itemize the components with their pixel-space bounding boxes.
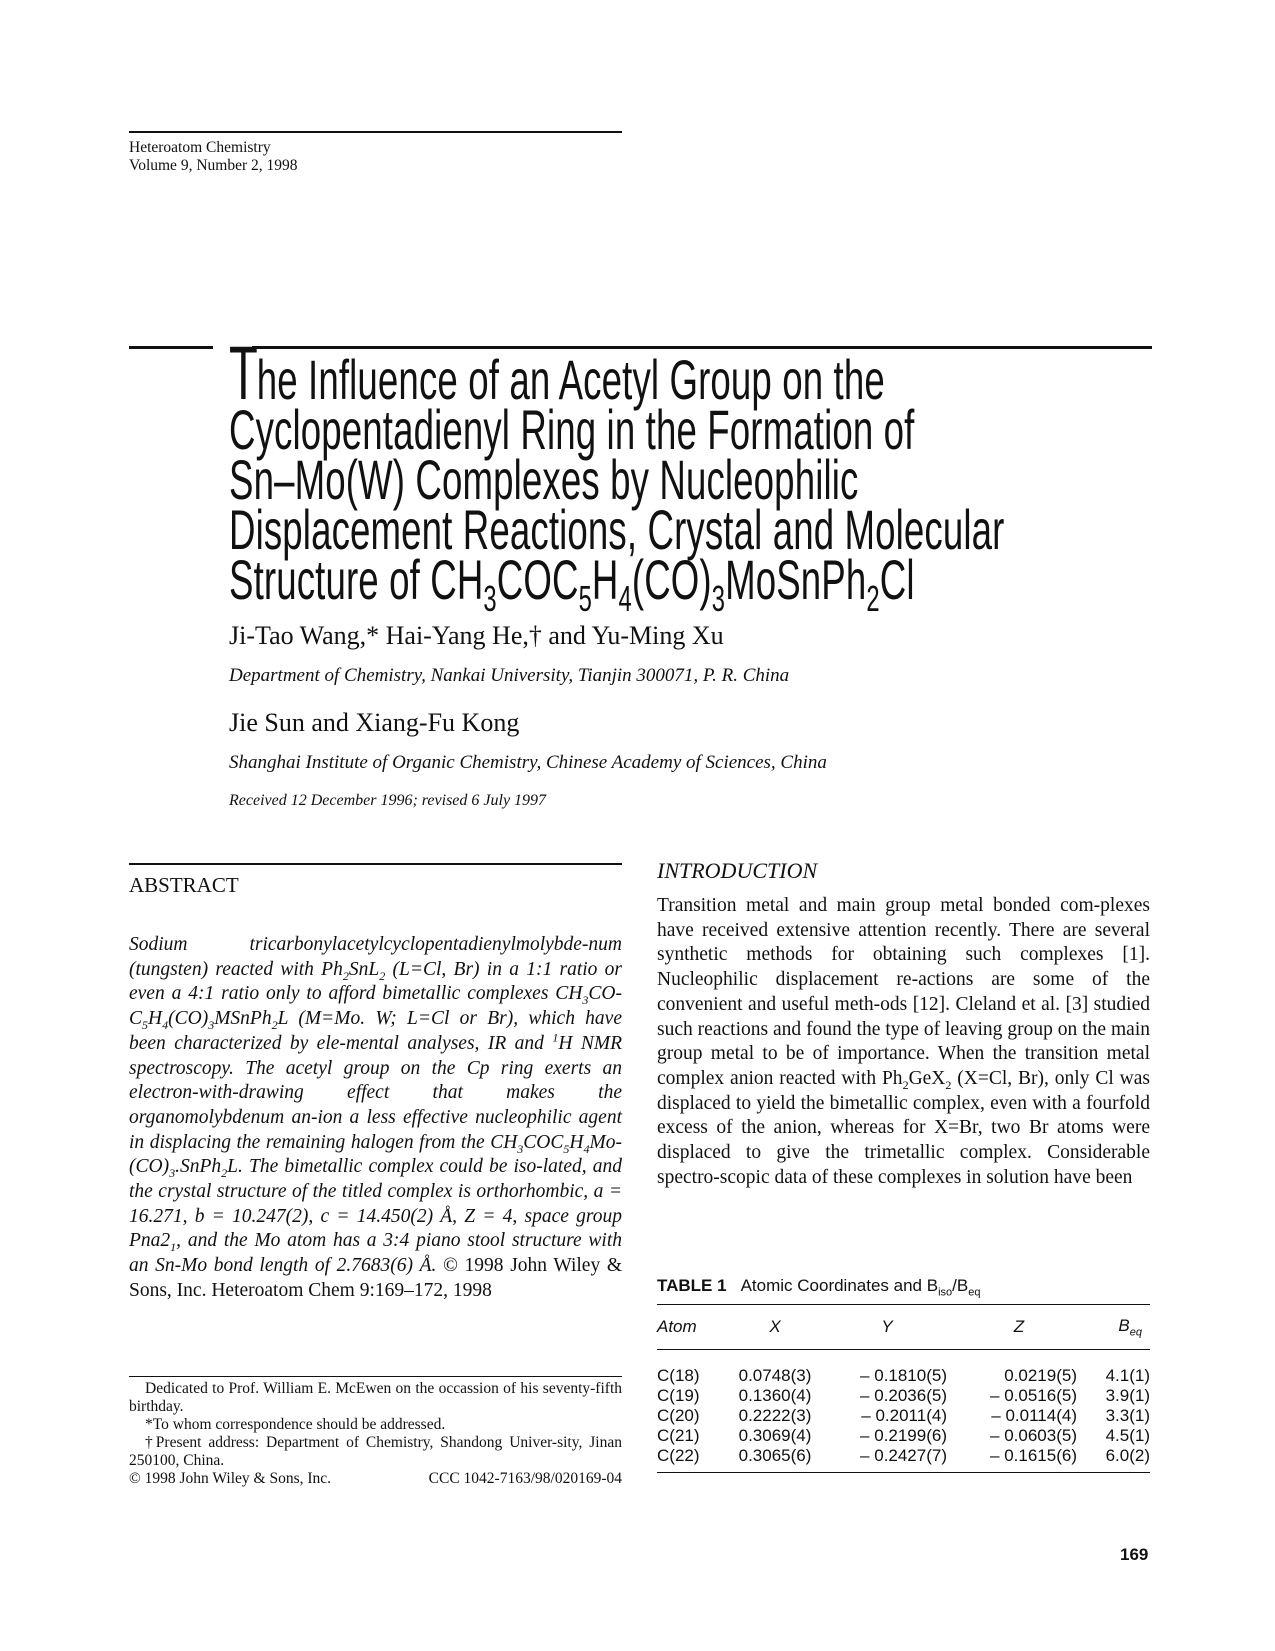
title-rule-left [129,346,213,349]
table-row [657,1446,1150,1466]
table-cell-b: 3.9(1) [1105,1386,1150,1405]
table-cell-y: – 0.2199(6) [860,1426,947,1445]
introduction-heading: INTRODUCTION [657,858,818,883]
title-line: Sn–Mo(W) Complexes by Nucleophilic [229,449,859,511]
abstract-rule [129,863,622,865]
table-cell-atom: C(19) [657,1386,700,1405]
table-cell-z: – 0.0114(4) [991,1406,1077,1425]
journal-header [129,131,622,175]
footnote-correspondence: *To whom correspondence should be addressed. [145,1416,446,1433]
table-cell-x: 0.3065(6) [738,1446,812,1465]
table-row [657,1406,1150,1426]
table-cell-atom: C(20) [657,1406,700,1425]
table-cell-y: – 0.2011(4) [861,1406,947,1425]
footnote-present-address: †Present address: Department of Chemistry, Shandong Univer-sity, Jinan 250100, China. [129,1434,622,1469]
table-cell-b: 3.3(1) [1105,1406,1150,1425]
title-line: Cyclopentadienyl Ring in the Formation of [229,399,915,461]
table-row [657,1386,1150,1406]
abstract-text: Sodium tricarbonylacetylcyclopentadienylmolybde-num (tungsten) reacted with $Ph_2SnL_2$ (L=Cl, Br) in a 1:1 ratio or even a 4:1 ratio only to afford bimetallic complexes $CH_3CO-C_5H_4(CO)_3MSnPh_2L$ (M=Mo. W; L=Cl or Br), which have been characterized by ele-mental analyses, IR and $^1$H NMR spectroscopy. The acetyl group on the Cp ring exerts an electron-with-drawing effect that makes the organomolybdenum an-ion a less effective nucleophilic agent in displacing the remaining halogen from the $CH_3COC_5H_4Mo-(CO)_3.SnPh_2L$. The bimetallic complex could be iso-lated, and the crystal structure of the titled complex is orthorhombic, a = 16.271, b = 10.247(2), c = 14.450(2) Å, Z = 4, space group $Pna2_1$, and the Mo atom has a 3:4 piano stool structure with an Sn-Mo bond length of 2.7683(6) Å. © 1998 John Wiley & Sons, Inc. Heteroatom Chem 9:169–172, 1998 [129,934,623,1301]
table-cell-atom: C(21) [657,1426,700,1445]
title-drop-cap: T [229,331,258,416]
footnotes [129,1380,622,1488]
column-header-atom: Atom [657,1317,697,1336]
column-header-z: Z [1013,1317,1025,1336]
table-cell-b: 4.1(1) [1105,1366,1150,1385]
table-bottom-rule [657,1472,1150,1473]
column-header-x: X [769,1317,781,1336]
table-cell-y: – 0.1810(5) [860,1366,947,1385]
footnote-rule [129,1376,622,1377]
title-line: he Influence of an Acetyl Group on the [256,349,885,411]
introduction-text: Transition metal and main group metal bonded com-plexes have received extensive attention recently. There are several synthetic methods for obtaining such complexes [1]. Nucleophilic displacement re-actions are some of the convenient and useful meth-ods [12]. Cleland et al. [3] studied such reactions and found the type of leaving group on the main group metal to be of importance. When the transition metal complex anion reacted with $Ph_2GeX_2$ (X=Cl, Br), only Cl was displaced to yield the bimetallic complex, even with a fourfold excess of the anion, whereas for X=Br, two Br atoms were displaced to give the trimetallic complex. Considerable spectro-scopic data of these complexes in solution have been [657,895,1150,1188]
table-cell-z: – 0.1615(6) [990,1446,1077,1465]
table-cell-z: – 0.0603(5) [990,1426,1077,1445]
table-cell-atom: C(22) [657,1446,700,1465]
affiliation-1: Department of Chemistry, Nankai University, Tianjin 300071, P. R. China [229,665,790,686]
table-body [657,1350,1150,1472]
ccc-code: CCC 1042-7163/98/020169-04 [428,1470,622,1487]
abstract-heading: ABSTRACT [129,873,239,897]
page-number: 169 [1120,1545,1149,1564]
table-caption: TABLE 1 Atomic Coordinates and $B_{iso}/B_{eq}$ [657,1276,981,1299]
title-line-formula: Structure of $CH_3COC_5H_4(CO)_3MoSnPh_2Cl$ [229,549,915,619]
table-atomic-coordinates [657,1276,1150,1473]
table-cell-b: 6.0(2) [1105,1446,1150,1465]
table-cell-atom: C(18) [657,1366,700,1385]
table-cell-z: – 0.0516(5) [990,1386,1077,1405]
copyright-notice: © 1998 John Wiley & Sons, Inc. [129,1470,332,1487]
column-header-b: $B_{eq}$ [1118,1315,1142,1339]
author-group-2: Jie Sun and Xiang-Fu Kong [229,708,520,737]
table-cell-x: 0.0748(3) [738,1366,812,1385]
table-row [657,1426,1150,1446]
table-cell-z: 0.0219(5) [1004,1366,1077,1385]
author-group-1: Ji-Tao Wang,* Hai-Yang He,† and Yu-Ming Xu [229,621,724,650]
title-line: Displacement Reactions, Crystal and Molecular [229,499,1005,561]
table-cell-x: 0.1360(4) [738,1386,812,1405]
table-cell-x: 0.2222(3) [738,1406,812,1425]
copyright-line [129,1470,622,1488]
table-cell-b: 4.5(1) [1105,1426,1150,1445]
received-dates: Received 12 December 1996; revised 6 July 1997 [229,792,547,809]
table-row [657,1366,1150,1386]
table-cell-y: – 0.2427(7) [860,1446,947,1465]
journal-volume: Volume 9, Number 2, 1998 [129,157,298,174]
article-title [229,349,1153,619]
table-header-row [657,1305,1150,1349]
journal-name: Heteroatom Chemistry [129,139,271,156]
affiliation-2: Shanghai Institute of Organic Chemistry, Chinese Academy of Sciences, China [229,752,827,773]
footnote-dedication: Dedicated to Prof. William E. McEwen on the occassion of his seventy-fifth birthday. [129,1380,622,1415]
column-header-y: Y [881,1317,893,1336]
abstract-citation: © 1998 John Wiley & Sons, Inc. Heteroatom Chem 9:169–172, 1998 [129,1255,623,1301]
table-cell-y: – 0.2036(5) [860,1386,947,1405]
table-cell-x: 0.3069(4) [738,1426,812,1445]
